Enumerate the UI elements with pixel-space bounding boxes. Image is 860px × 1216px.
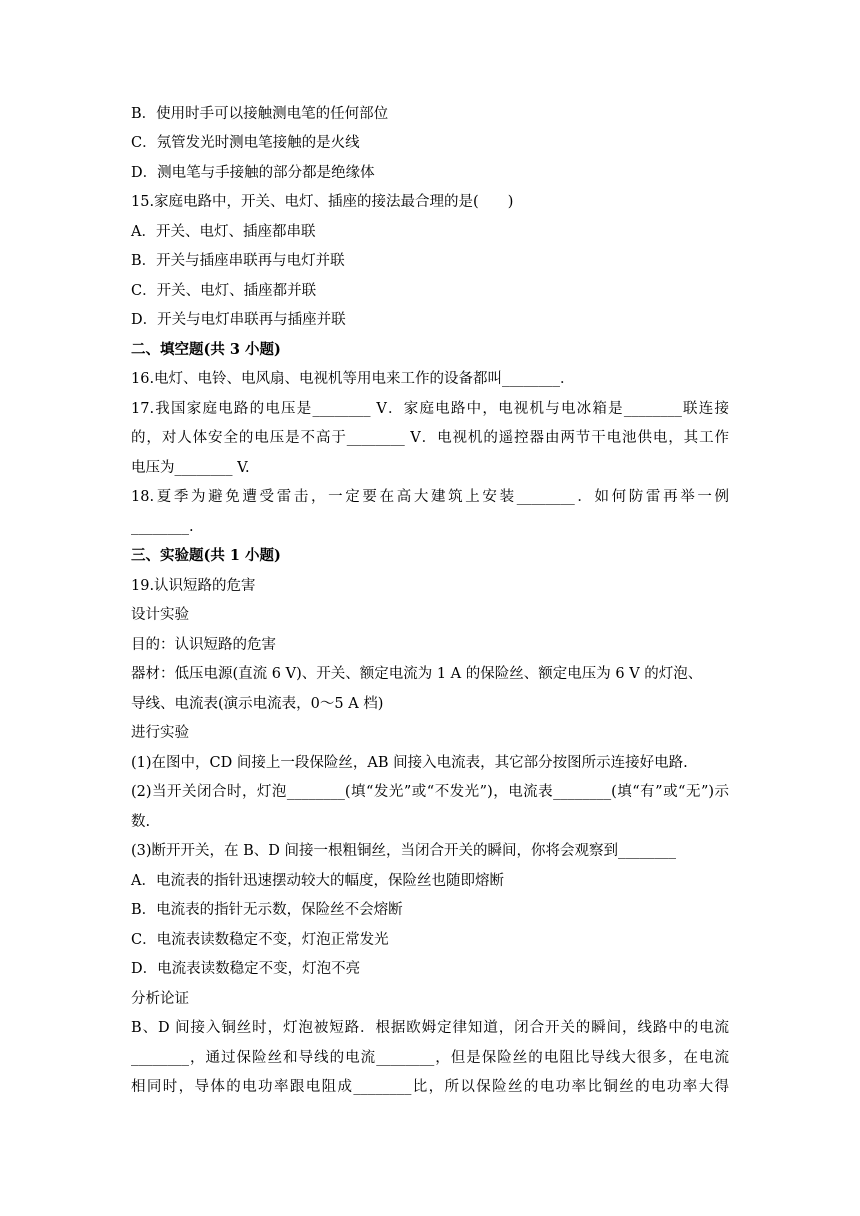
question-17-line-3: 电压为________ V. — [131, 460, 250, 476]
step-3-option-c: C．电流表读数稳定不变，灯泡正常发光 — [131, 932, 389, 948]
step-3-option-a: A．电流表的指针迅速摆动较大的幅度，保险丝也随即熔断 — [131, 873, 504, 889]
analysis-line-3: 相同时，导体的电功率跟电阻成________比，所以保险丝的电功率比铜丝的电功率大得 — [131, 1079, 729, 1095]
step-2-line-2: 数. — [131, 814, 151, 830]
section-heading-fill-in: 二、填空题(共 3 小题) — [131, 341, 281, 358]
question-18-line-1: 18.夏季为避免遭受雷击，一定要在高大建筑上安装________．如何防雷再举一例 — [131, 489, 729, 505]
question-17-line-2: 的，对人体安全的电压是不高于________ V．电视机的遥控器由两节干电池供电，其工作 — [131, 430, 729, 446]
q15-option-c: C．开关、电灯、插座都并联 — [131, 283, 317, 299]
question-17-line-1: 17.我国家庭电路的电压是________ V．家庭电路中，电视机与电冰箱是________联连接 — [131, 401, 729, 417]
question-19-title: 19.认识短路的危害 — [131, 578, 256, 594]
step-3-line: (3)断开开关，在 B、D 间接一根粗铜丝，当闭合开关的瞬间，你将会观察到________ — [131, 843, 677, 859]
step-3-option-d: D．电流表读数稳定不变，灯泡不亮 — [131, 961, 361, 977]
analysis-line-2: ________，通过保险丝和导线的电流________，但是保险丝的电阻比导线大很多，在电流 — [131, 1050, 729, 1066]
option-d-line: D．测电笔与手接触的部分都是绝缘体 — [131, 165, 375, 181]
step-2-line-1: (2)当开关闭合时，灯泡________(填“发光”或“不发光”)，电流表________(填“有”或“无”)示 — [131, 784, 729, 800]
option-b-line: B．使用时手可以接触测电笔的任何部位 — [131, 106, 389, 122]
question-16: 16.电灯、电铃、电风扇、电视机等用电来工作的设备都叫________． — [131, 371, 575, 387]
analysis-heading: 分析论证 — [131, 991, 189, 1007]
q15-option-a: A．开关、电灯、插座都串联 — [131, 224, 316, 240]
purpose-line: 目的：认识短路的危害 — [131, 637, 276, 653]
conduct-experiment-heading: 进行实验 — [131, 725, 189, 741]
q15-option-b: B．开关与插座串联再与电灯并联 — [131, 253, 345, 269]
materials-line-1: 器材：低压电源(直流 6 V)、开关、额定电流为 1 A 的保险丝、额定电压为 6 V 的灯泡、 — [131, 666, 703, 682]
section-heading-experiment: 三、实验题(共 1 小题) — [131, 547, 281, 564]
question-15-stem: 15.家庭电路中，开关、电灯、插座的接法最合理的是( ) — [131, 194, 514, 210]
analysis-line-1: B、D 间接入铜丝时，灯泡被短路．根据欧姆定律知道，闭合开关的瞬间，线路中的电流 — [131, 1020, 729, 1036]
materials-line-2: 导线、电流表(演示电流表，0～5 A 档) — [131, 696, 384, 712]
step-1-line: (1)在图中，CD 间接上一段保险丝，AB 间接入电流表，其它部分按图所示连接好电路. — [131, 755, 688, 771]
question-18-line-2: ________. — [131, 519, 194, 535]
option-c-line: C．氖管发光时测电笔接触的是火线 — [131, 135, 360, 151]
q15-option-d: D．开关与电灯串联再与插座并联 — [131, 312, 346, 328]
design-experiment-heading: 设计实验 — [131, 607, 189, 623]
step-3-option-b: B．电流表的指针无示数，保险丝不会熔断 — [131, 902, 403, 918]
